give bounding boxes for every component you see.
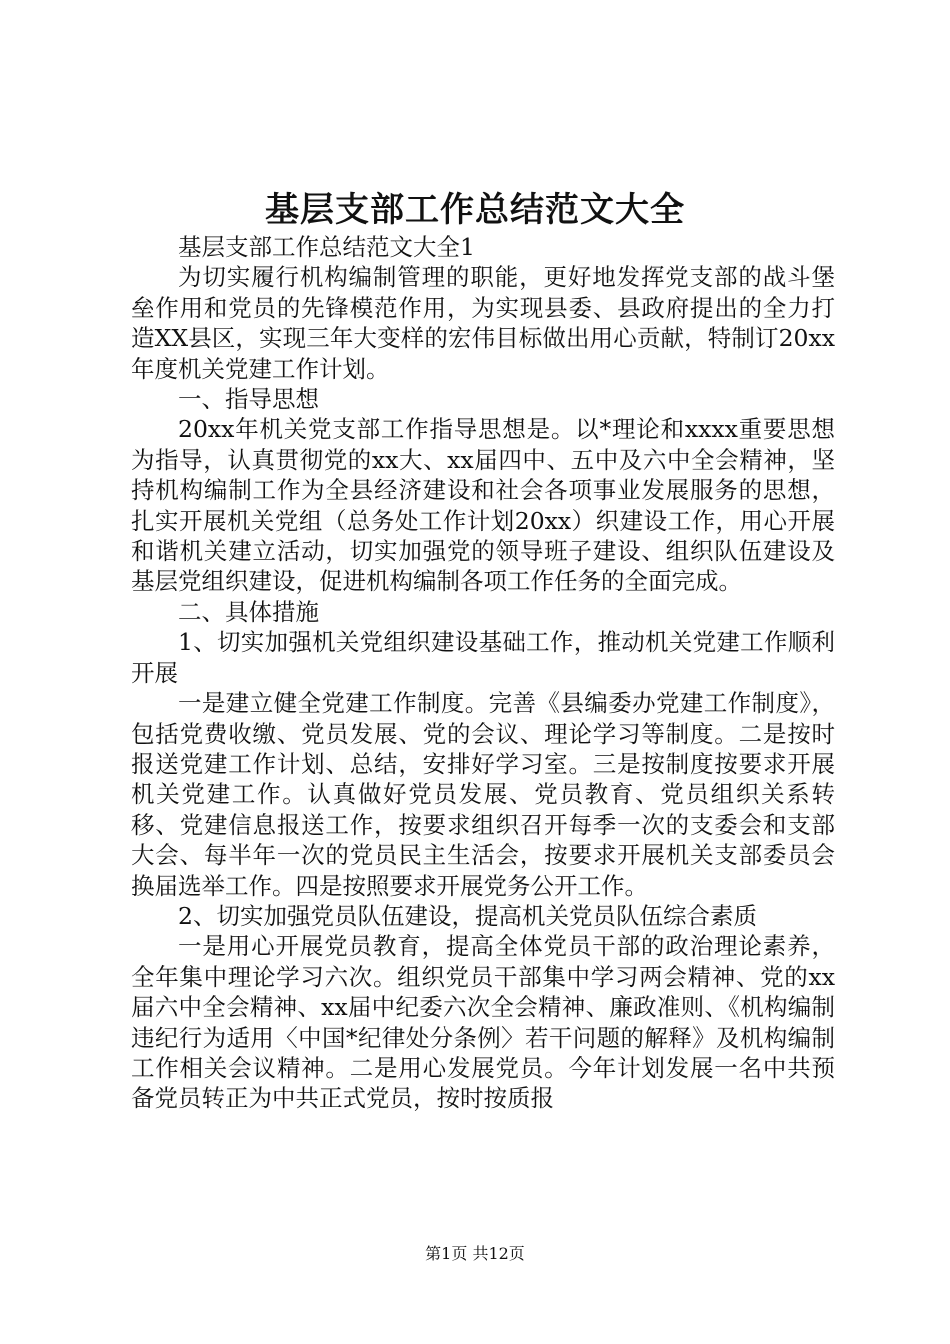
- section-heading: 基层支部工作总结范文大全1: [178, 233, 475, 261]
- body-paragraph: 一是建立健全党建工作制度。完善《县编委办党建工作制度》，包括党费收缴、党员发展、党的会议、理论学习等制度。二是按时报送党建工作计划、总结，安排好学习室。三是按制度按要求开展机关党建工作。认真做好党员发展、党员教育、党员组织关系转移、党建信息报送工作，按要求组织召开每季一次的支委会和支部大会、每半年一次的党员民主生活会，按要求开展机关支部委员会换届选举工作。四是按照要求开展党务公开工作。: [131, 689, 835, 900]
- document-body: [131, 232, 835, 1114]
- section-heading: 一、指导思想: [178, 385, 319, 414]
- section-heading: 二、具体措施: [178, 597, 319, 626]
- body-paragraph: 为切实履行机构编制管理的职能，更好地发挥党支部的战斗堡垒作用和党员的先锋模范作用，为实现县委、县政府提出的全力打造XX县区，实现三年大变样的宏伟目标做出用心贡献，特制订20xx年度机关党建工作计划。: [131, 263, 835, 383]
- sub-heading: 1、切实加强机关党组织建设基础工作，推动机关党建工作顺利开展: [131, 628, 835, 687]
- document-title: 基层支部工作总结范文大全: [265, 190, 685, 230]
- page-footer: 第1页 共12页: [425, 1244, 525, 1263]
- body-paragraph: 一是用心开展党员教育，提高全体党员干部的政治理论素养，全年集中理论学习六次。组织党员干部集中学习两会精神、党的xx届六中全会精神、xx届中纪委六次全会精神、廉政准则、《机构编制违纪行为适用〈中国*纪律处分条例〉若干问题的解释》及机构编制工作相关会议精神。二是用心发展党员。今年计划发展一名中共预备党员转正为中共正式党员，按时按质报: [131, 932, 835, 1113]
- sub-heading: 2、切实加强党员队伍建设，提高机关党员队伍综合素质: [178, 901, 757, 930]
- body-paragraph: 20xx年机关党支部工作指导思想是。以*理论和xxxx重要思想为指导，认真贯彻党的xx大、xx届四中、五中及六中全会精神，坚持机构编制工作为全县经济建设和社会各项事业发展服务的思想，扎实开展机关党组（总务处工作计划20xx）织建设工作，用心开展和谐机关建立活动，切实加强党的领导班子建设、组织队伍建设及基层党组织建设，促进机构编制各项工作任务的全面完成。: [131, 415, 835, 596]
